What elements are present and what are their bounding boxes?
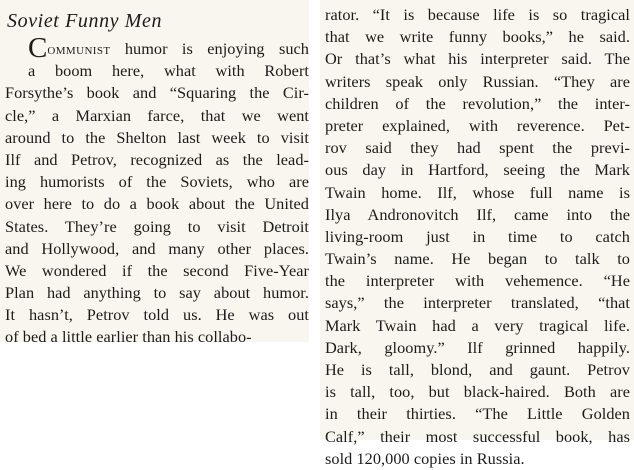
text-line: over here to do a book about the United bbox=[5, 194, 309, 214]
text-line: is tall, too, but black-haired. Both are bbox=[325, 382, 630, 402]
text-line: around to the Shelton last week to visit bbox=[5, 127, 309, 147]
text-line: ing humorists of the Soviets, who are bbox=[5, 172, 309, 192]
text-line: the interpreter with vehemence. “He bbox=[325, 271, 630, 291]
opening-line-text: humor is enjoying such bbox=[110, 39, 309, 58]
text-line: Twain home. Ilf, whose full name is bbox=[325, 182, 630, 202]
text-line: children of the revolution,” the inter- bbox=[325, 93, 630, 113]
opening-small-caps: ommunist bbox=[47, 39, 111, 58]
text-line: Ilf and Petrov, recognized as the lead- bbox=[5, 149, 309, 169]
text-line: Mark Twain had a very tragical life. bbox=[325, 315, 630, 335]
text-line: preter explained, with reverence. Pet- bbox=[325, 115, 630, 135]
text-line: Dark, gloomy.” Ilf grinned happily. bbox=[325, 337, 630, 357]
text-line: Or that’s what his interpreter said. The bbox=[325, 49, 630, 69]
text-line: States. They’re going to visit Detroit bbox=[5, 216, 309, 236]
text-line: rator. “It is because life is so tragical bbox=[325, 5, 630, 24]
text-line: a boom here, what with Robert bbox=[28, 61, 309, 81]
text-line: Calf,” their most successful book, has bbox=[325, 426, 630, 446]
text-line: Forsythe’s book and “Squaring the Cir- bbox=[5, 83, 309, 103]
left-column-body bbox=[5, 60, 309, 348]
text-line: in their thirties. “The Little Golden bbox=[325, 404, 630, 424]
text-line: ous day in Hartford, seeing the Mark bbox=[325, 160, 630, 180]
article-title: Soviet Funny Men bbox=[7, 10, 163, 32]
left-column bbox=[0, 0, 309, 347]
drop-cap: C bbox=[28, 32, 48, 64]
text-line: Plan had anything to say about humor. bbox=[5, 283, 309, 303]
text-line: says,” the interpreter translated, “that bbox=[325, 293, 630, 313]
text-line: cle,” a Marxian farce, that we went bbox=[5, 105, 309, 125]
text-line: sold 120,000 copies in Russia. bbox=[325, 448, 525, 468]
text-line: that we write funny books,” he said. bbox=[325, 27, 630, 47]
text-line: It hasn’t, Petrov told us. He was out bbox=[5, 305, 309, 325]
right-column-body bbox=[325, 4, 630, 470]
text-line: and Hollywood, and many other places. bbox=[5, 238, 309, 258]
text-line: writers speak only Russian. “They are bbox=[325, 71, 630, 91]
text-line: of bed a little earlier than his collabo- bbox=[5, 327, 252, 347]
opening-line bbox=[5, 32, 309, 64]
text-line: Ilya Andronovitch Ilf, came into the bbox=[325, 204, 630, 224]
text-line: rov said they had spent the previ- bbox=[325, 138, 630, 158]
text-line: Twain’s name. He began to talk to bbox=[325, 249, 630, 269]
text-line: He is tall, blond, and gaunt. Petrov bbox=[325, 360, 630, 379]
text-line: living-room just in time to catch bbox=[325, 226, 630, 246]
right-column bbox=[320, 0, 634, 468]
text-line: We wondered if the second Five-Year bbox=[5, 260, 309, 280]
